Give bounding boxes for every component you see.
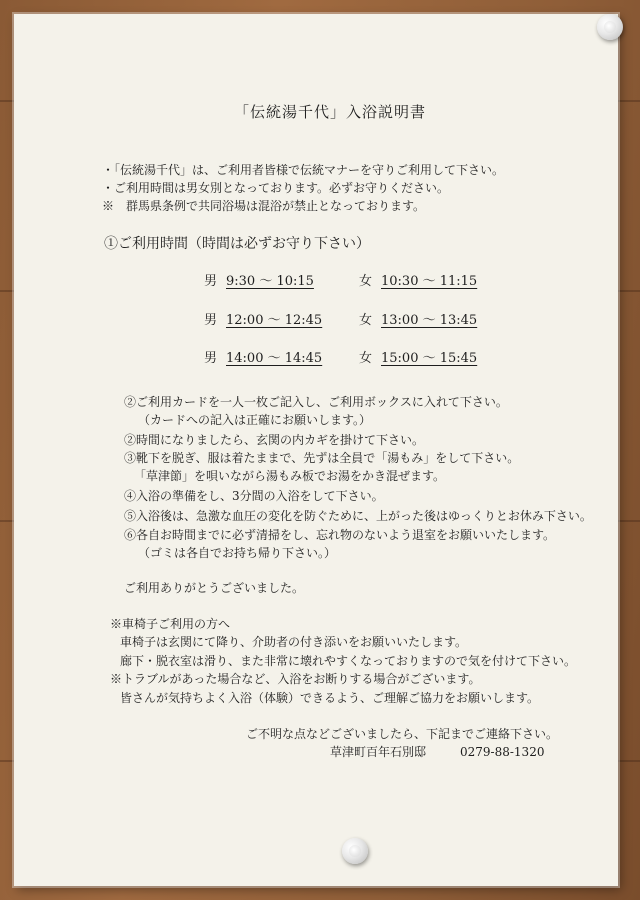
contact-line: ご不明な点などございましたら、下記までご連絡下さい。 [246, 727, 559, 741]
rule-4: ④入浴の準備をし、3分間の入浴をして下さい。 [124, 489, 384, 503]
rule-6-note: （ゴミは各自でお持ち帰り下さい。） [138, 546, 337, 560]
intro-line-2: ・ご利用時間は男女別となっております。必ずお守りください。 [102, 181, 450, 195]
male-label: 男 [204, 313, 218, 328]
rule-3-note: 「草津節」を唄いながら湯もみ板でお湯をかき混ぜます。 [134, 469, 446, 483]
intro-line-3: ※ 群馬県条例で共同浴場は混浴が禁止となっております。 [102, 199, 426, 213]
female-label: 女 [359, 351, 373, 366]
schedule-row-1 [204, 270, 314, 289]
note-wheelchair-2: 廊下・脱衣室は滑り、また非常に壊れやすくなっておりますので気を付けて下さい。 [120, 654, 577, 668]
female-time: 10:30 ～ 11:15 [381, 274, 478, 289]
rule-5: ⑤入浴後は、急激な血圧の変化を防ぐために、上がった後はゆっくりとお休み下さい。 [124, 509, 592, 523]
schedule-row-3-female [359, 347, 477, 366]
male-label: 男 [204, 351, 218, 366]
rule-2: ②ご利用カードを一人一枚ご記入し、ご利用ボックスに入れて下さい。 [124, 395, 508, 409]
contact-name: 草津町百年石別邸 [330, 745, 427, 759]
rule-3: ③靴下を脱ぎ、服は着たままで、先ずは全員で「湯もみ」をして下さい。 [124, 451, 520, 465]
note-cooperation: 皆さんが気持ちよく入浴（体験）できるよう、ご理解ご協力をお願いします。 [120, 691, 540, 705]
schedule-row-2-female [359, 309, 477, 328]
female-time: 13:00 ～ 13:45 [381, 313, 478, 328]
male-time: 14:00 ～ 14:45 [226, 351, 323, 366]
male-time: 9:30 ～ 10:15 [226, 274, 314, 289]
female-label: 女 [359, 274, 373, 289]
rule-2-note: （カードへの記入は正確にお願いします。） [138, 413, 372, 427]
rule-2b: ②時間になりましたら、玄関の内カギを掛けて下さい。 [124, 433, 425, 447]
female-time: 15:00 ～ 15:45 [381, 351, 478, 366]
note-wheelchair-heading: ※車椅子ご利用の方へ [110, 617, 231, 631]
female-label: 女 [359, 313, 373, 328]
contact-phone: 0279-88-1320 [460, 745, 545, 759]
pushpin-bottom [342, 838, 368, 864]
rule-6: ⑥各自お時間までに必ず清掃をし、忘れ物のないよう退室をお願いいたします。 [124, 528, 556, 542]
intro-line-1: ・「伝統湯千代」は、ご利用者皆様で伝統マナーを守りご利用して下さい。 [102, 163, 505, 177]
notice-paper [14, 14, 618, 886]
schedule-row-2 [204, 309, 322, 328]
schedule-row-3 [204, 347, 322, 366]
thanks-message: ご利用ありがとうございました。 [124, 581, 305, 595]
note-wheelchair-1: 車椅子は玄関にて降り、介助者の付き添いをお願いいたします。 [120, 635, 468, 649]
note-trouble: ※トラブルがあった場合など、入浴をお断りする場合がございます。 [110, 672, 481, 686]
document-title: 「伝統湯千代」入浴説明書 [234, 103, 427, 121]
male-time: 12:00 ～ 12:45 [226, 313, 323, 328]
pushpin-top-right [597, 14, 623, 40]
male-label: 男 [204, 274, 218, 289]
schedule-row-1-female [359, 270, 477, 289]
section-usage-time-heading: ①ご利用時間（時間は必ずお守り下さい） [104, 236, 370, 252]
